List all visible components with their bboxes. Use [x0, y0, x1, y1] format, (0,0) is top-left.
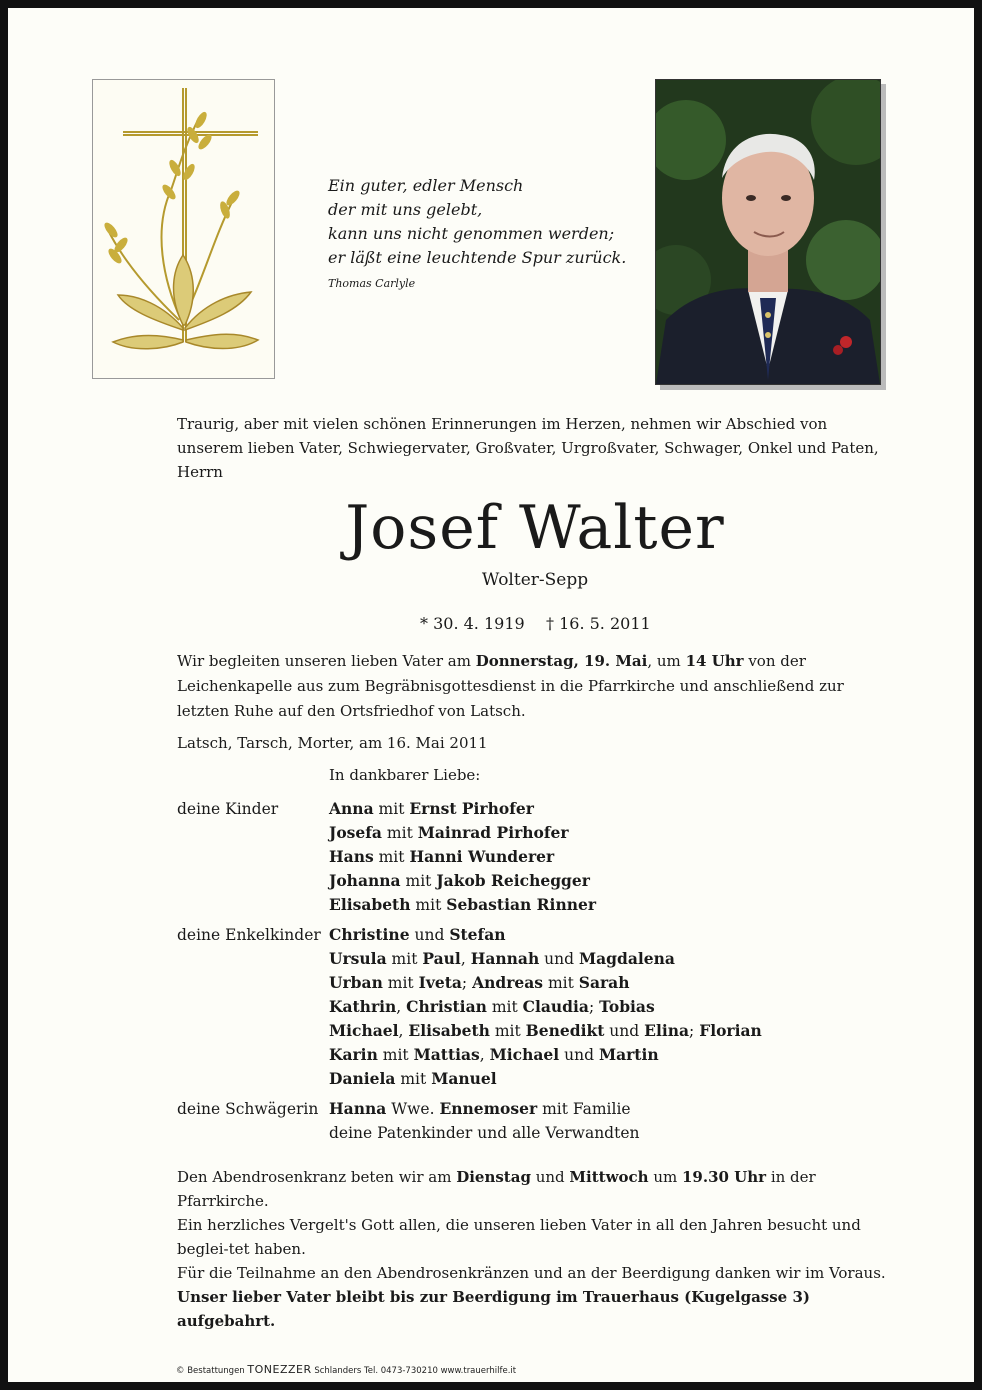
member-connector: mit: [543, 974, 579, 992]
family-group: [177, 797, 897, 917]
member-name: Sarah: [578, 973, 630, 992]
member-connector: deine Patenkinder und alle Verwandten: [329, 1124, 640, 1142]
family-list: [177, 797, 897, 1151]
family-member-line: [329, 923, 762, 947]
family-member-line: [329, 1043, 762, 1067]
member-name: Hans: [329, 847, 374, 866]
member-name: Hannah: [470, 949, 540, 968]
member-connector: ;: [461, 974, 473, 992]
member-connector: mit: [386, 950, 423, 968]
member-connector: mit: [373, 800, 410, 818]
member-connector: mit: [395, 1070, 432, 1088]
member-name: Martin: [598, 1045, 659, 1064]
intro-text: Traurig, aber mit vielen schönen Erinnerungen im Herzen, nehmen wir Abschied von unserem lieben Vater, Schwiegervater, Großvater, Urgroßvater, Schwager, Onkel und Paten, Herrn: [177, 415, 879, 481]
family-group-label: deine Enkelkinder: [177, 926, 321, 944]
member-connector: mit Familie: [537, 1100, 631, 1118]
place-date: Latsch, Tarsch, Morter, am 16. Mai 2011: [177, 734, 488, 752]
family-member-line: [329, 971, 762, 995]
member-name: Hanna: [329, 1099, 387, 1118]
member-connector: mit: [382, 974, 419, 992]
member-connector: mit: [377, 1046, 414, 1064]
member-name: Andreas: [472, 973, 544, 992]
funeral-time: 14 Uhr: [685, 652, 744, 670]
memorial-quote: [328, 174, 638, 292]
member-connector: Wwe.: [386, 1100, 440, 1118]
member-connector: ,: [398, 1022, 409, 1040]
family-member-line: [329, 845, 596, 869]
family-member-line: [329, 1097, 639, 1121]
member-connector: mit: [400, 872, 437, 890]
member-name: Johanna: [329, 871, 401, 890]
funeral-text: , um: [647, 652, 686, 670]
member-name: Ernst Pirhofer: [409, 799, 534, 818]
family-member-line: [329, 1121, 639, 1145]
member-name: Sebastian Rinner: [446, 895, 597, 914]
member-connector: mit: [381, 824, 418, 842]
rosary-day: Dienstag: [456, 1168, 531, 1186]
member-name: Florian: [699, 1021, 762, 1040]
member-connector: ;: [689, 1022, 700, 1040]
member-name: Tobias: [599, 997, 655, 1016]
member-connector: ,: [460, 950, 471, 968]
member-name: Manuel: [431, 1069, 497, 1088]
cross-wheat-icon: [93, 80, 274, 378]
member-connector: mit: [486, 998, 523, 1016]
laid-out-notice: [177, 1285, 891, 1333]
member-connector: und: [539, 950, 579, 968]
rosary-text: und: [530, 1168, 570, 1186]
member-connector: mit: [410, 896, 447, 914]
rosary-text: Den Abendrosenkranz beten wir am: [177, 1168, 457, 1186]
member-name: Stefan: [449, 925, 506, 944]
member-connector: mit: [489, 1022, 526, 1040]
member-name: Claudia: [522, 997, 589, 1016]
member-name: Elisabeth: [408, 1021, 490, 1040]
member-name: Benedikt: [525, 1021, 605, 1040]
family-member-line: [329, 947, 762, 971]
member-name: Elina: [644, 1021, 690, 1040]
footer-contact: Schlanders Tel. 0473-730210 www.trauerhilfe.it: [311, 1366, 517, 1376]
deceased-nickname: Wolter-Sepp: [481, 570, 589, 590]
member-name: Christian: [406, 997, 487, 1016]
member-name: Hanni Wunderer: [409, 847, 555, 866]
member-name: Ennemoser: [439, 1099, 538, 1118]
quote-author: Thomas Carlyle: [328, 277, 416, 290]
member-name: Magdalena: [578, 949, 675, 968]
member-name: Anna: [329, 799, 374, 818]
funeral-text: von der Leichenkapelle aus zum Begräbnisgottesdienst in die Pfarrkirche und anschließend zur letzten Ruhe auf den Ortsfriedhof von Latsch.: [177, 652, 844, 720]
family-group: [177, 923, 897, 1091]
family-group-label: deine Schwägerin: [177, 1100, 319, 1118]
member-name: Mainrad Pirhofer: [417, 823, 569, 842]
cross-wheat-emblem: [92, 79, 275, 379]
family-member-line: [329, 821, 596, 845]
quote-line: kann uns nicht genommen werden;: [328, 224, 615, 243]
closing-notes: [177, 1165, 891, 1333]
member-name: Ursula: [329, 949, 387, 968]
family-member-line: [329, 1019, 762, 1043]
death-date: † 16. 5. 2011: [546, 614, 651, 633]
rosary-text: um: [648, 1168, 682, 1186]
member-name: Elisabeth: [329, 895, 411, 914]
portrait-image: [656, 80, 880, 384]
family-members: [329, 797, 596, 917]
birth-date: * 30. 4. 1919: [420, 614, 525, 633]
member-name: Jakob Reichegger: [436, 871, 590, 890]
member-name: Paul: [422, 949, 461, 968]
quote-line: Ein guter, edler Mensch: [328, 176, 524, 195]
member-name: Josefa: [329, 823, 382, 842]
family-group-label: deine Kinder: [177, 800, 279, 818]
family-members: [329, 923, 762, 1091]
rosary-info: [177, 1165, 891, 1213]
family-member-line: [329, 869, 596, 893]
family-members: [329, 1097, 639, 1145]
funeral-home-footer: [176, 1364, 516, 1377]
family-group: [177, 1097, 897, 1145]
rosary-text: in der Pfarrkirche.: [177, 1168, 816, 1210]
rosary-time: 19.30 Uhr: [681, 1168, 767, 1186]
member-connector: und: [409, 926, 450, 944]
family-member-line: [329, 893, 596, 917]
member-name: Michael: [329, 1021, 399, 1040]
family-member-line: [329, 995, 762, 1019]
member-name: Christine: [329, 925, 410, 944]
member-connector: und: [559, 1046, 599, 1064]
member-name: Kathrin: [329, 997, 397, 1016]
funeral-day: Donnerstag, 19. Mai: [475, 652, 648, 670]
funeral-text: Wir begleiten unseren lieben Vater am: [177, 652, 476, 670]
member-connector: ,: [479, 1046, 490, 1064]
funeral-info: [177, 649, 891, 724]
rosary-day: Mittwoch: [569, 1168, 649, 1186]
deceased-name: Josef Walter: [345, 493, 725, 563]
family-member-line: [329, 1067, 762, 1091]
footer-prefix: © Bestattungen: [176, 1366, 248, 1376]
member-connector: ;: [588, 998, 600, 1016]
thanks-participation: Für die Teilnahme an den Abendrosenkränzen und an der Beerdigung danken wir im Voraus.: [177, 1264, 886, 1282]
member-name: Karin: [329, 1045, 378, 1064]
member-connector: ,: [396, 998, 407, 1016]
quote-line: der mit uns gelebt,: [328, 200, 483, 219]
member-connector: mit: [373, 848, 410, 866]
gratitude-line: In dankbarer Liebe:: [329, 766, 481, 784]
laid-out-text: Unser lieber Vater bleibt bis zur Beerdigung im Trauerhaus (Kugelgasse 3) aufgebahrt.: [177, 1288, 810, 1330]
portrait-photo: [655, 79, 881, 385]
member-name: Urban: [329, 973, 383, 992]
member-name: Iveta: [418, 973, 462, 992]
member-name: Michael: [489, 1045, 560, 1064]
quote-line: er läßt eine leuchtende Spur zurück.: [328, 248, 627, 267]
family-member-line: [329, 797, 596, 821]
footer-brand: TONEZZER: [247, 1363, 312, 1376]
member-connector: und: [604, 1022, 645, 1040]
member-name: Daniela: [329, 1069, 396, 1088]
thanks-visits: Ein herzliches Vergelt's Gott allen, die unseren lieben Vater in all den Jahren besucht und beglei-tet haben.: [177, 1216, 861, 1258]
member-name: Mattias: [413, 1045, 480, 1064]
